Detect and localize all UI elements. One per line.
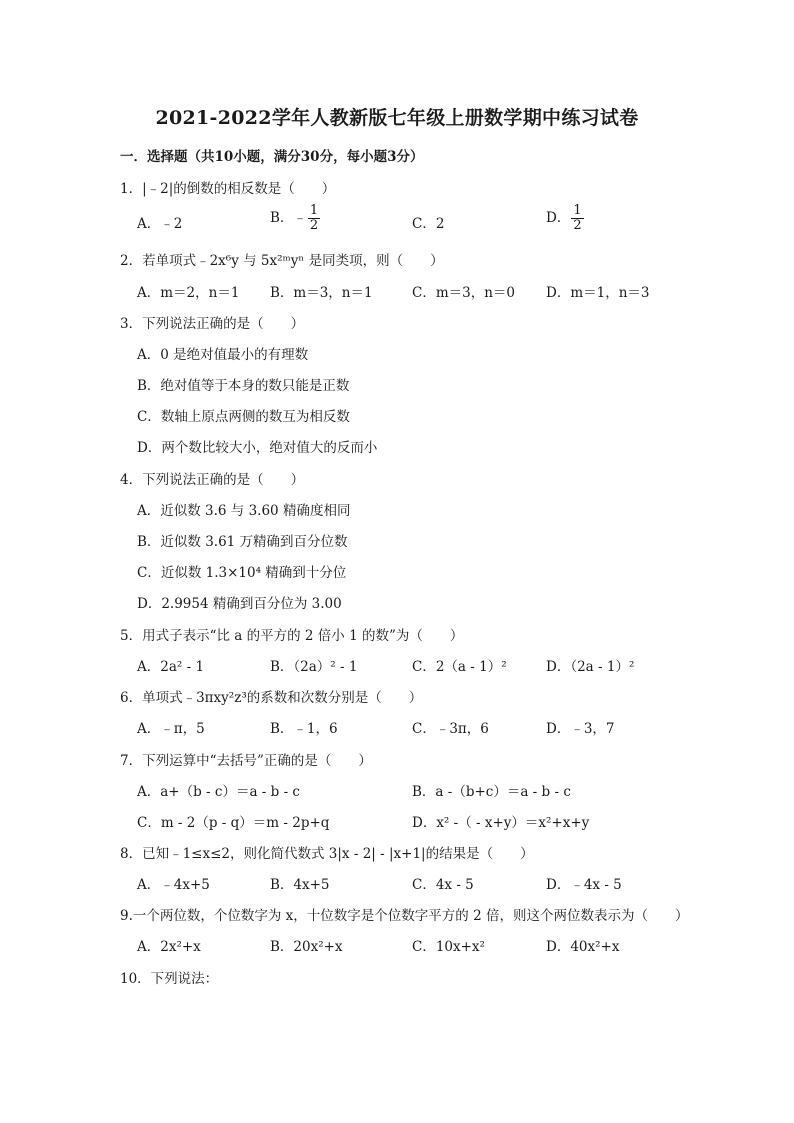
question-9-option-b: B．20x²+x [270,939,343,955]
fraction-denominator: 2 [573,218,582,233]
question-3-stem: 3．下列说法正确的是（ ） [120,316,305,332]
question-7-option-a: A．a+（b - c）＝a - b - c [137,784,300,800]
question-9-option-d: D．40x²+x [546,939,620,955]
question-8-option-c: C．4x - 5 [412,877,474,893]
question-3-option-a: A．0 是绝对值最小的有理数 [137,347,309,363]
fraction-denominator: 2 [309,218,319,233]
question-6-option-a: A．﹣π，5 [137,721,205,737]
question-4-option-c: C．近似数 1.3×10⁴ 精确到十分位 [137,565,347,581]
question-4-option-b: B．近似数 3.61 万精确到百分位数 [137,534,348,550]
question-6-option-c: C．﹣3π，6 [412,721,489,737]
question-1-option-b [270,204,321,233]
question-3-option-c: C．数轴上原点两侧的数互为相反数 [137,409,350,425]
fraction-numerator: 1 [309,203,319,218]
question-8-stem: 8．已知﹣1≤x≤2，则化简代数式 3|x - 2| - |x+1|的结果是（ ） [120,846,534,862]
question-9-option-a: A．2x²+x [137,939,201,955]
question-1-option-c: C．2 [412,216,445,232]
question-9-option-c: C．10x+x² [412,939,485,955]
question-6-option-d: D．﹣3，7 [546,721,615,737]
question-1-option-a: A．﹣2 [137,216,183,232]
question-2-option-c: C．m＝3，n＝0 [412,285,516,301]
fraction-numerator: 1 [573,203,582,218]
question-1-option-d [546,204,585,233]
question-6-stem: 6．单项式﹣3πxy²z³的系数和次数分别是（ ） [120,690,423,706]
question-7-option-d: D．x² -（ - x+y）＝x²+x+y [412,815,590,831]
question-5-option-b: B．（2a）² - 1 [270,659,358,675]
question-8-option-b: B．4x+5 [270,877,330,893]
question-6-option-b: B．﹣1，6 [270,721,338,737]
fraction [571,204,583,233]
page-title: 2021-2022学年人教新版七年级上册数学期中练习试卷 [155,107,639,129]
question-10-stem: 10．下列说法： [120,971,219,987]
question-4-option-a: A．近似数 3.6 与 3.60 精确度相同 [137,503,351,519]
question-4-stem: 4．下列说法正确的是（ ） [120,472,305,488]
question-2-option-d: D．m＝1，n＝3 [546,285,650,301]
question-7-option-b: B．a -（b+c）＝a - b - c [412,784,571,800]
question-2-stem: 2．若单项式﹣2x⁶y 与 5x²ᵐyⁿ 是同类项，则（ ） [120,253,444,269]
fraction [308,204,320,233]
question-4-option-d: D．2.9954 精确到百分位为 3.00 [137,596,342,612]
question-5-stem: 5．用式子表示“比 a 的平方的 2 倍小 1 的数”为（ ） [120,628,464,644]
question-3-option-b: B．绝对值等于本身的数只能是正数 [137,378,350,394]
question-3-option-d: D．两个数比较大小，绝对值大的反而小 [137,440,378,456]
question-5-option-c: C．2（a - 1）² [412,659,507,675]
section-heading: 一．选择题（共10小题，满分30分，每小题3分） [120,149,424,165]
question-7-option-c: C．m - 2（p - q）＝m - 2p+q [137,815,330,831]
question-1-stem: 1．|﹣2|的倒数的相反数是（ ） [120,181,336,197]
question-5-option-a: A．2a² - 1 [137,659,205,675]
question-7-stem: 7．下列运算中“去括号”正确的是（ ） [120,753,372,769]
option-label: B．﹣ [270,210,307,226]
question-2-option-b: B．m＝3，n＝1 [270,285,373,301]
question-8-option-a: A．﹣4x+5 [137,877,210,893]
question-5-option-d: D．（2a - 1）² [546,659,635,675]
question-2-option-a: A．m＝2，n＝1 [137,285,240,301]
question-8-option-d: D．﹣4x - 5 [546,877,622,893]
question-9-stem: 9.一个两位数，个位数字为 x，十位数字是个位数字平方的 2 倍，则这个两位数表示为（ ） [120,908,689,924]
option-label: D． [546,210,571,226]
